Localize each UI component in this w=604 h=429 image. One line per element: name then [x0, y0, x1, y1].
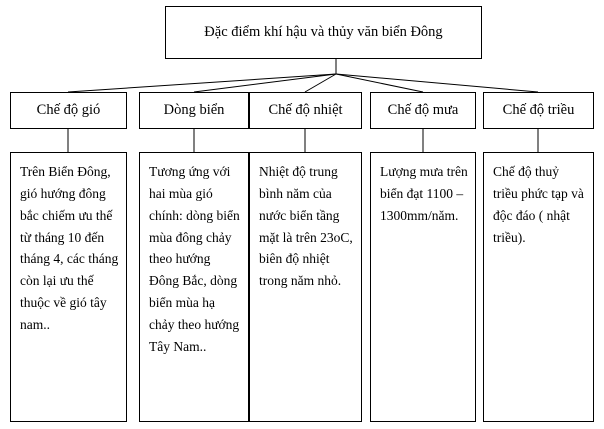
- root-node: [165, 6, 482, 59]
- category-node-label: Chế độ mưa: [387, 101, 459, 118]
- category-node-nhiet: [249, 92, 362, 129]
- detail-node-gio: [10, 152, 127, 422]
- detail-node-text: Tương ứng với hai mùa gió chính: dòng biển mùa đông chảy theo hướng Đông Bắc, dòng biển mùa hạ chảy theo hướng Tây Nam..: [149, 164, 240, 354]
- category-node-label: Dòng biển: [163, 101, 225, 118]
- root-node-label: Đặc điểm khí hậu và thủy văn biển Đông: [204, 24, 443, 41]
- category-node-mua: [370, 92, 476, 129]
- detail-node-mua: [370, 152, 476, 422]
- category-node-label: Chế độ triều: [502, 101, 575, 118]
- detail-node-text: Chế độ thuỷ triều phức tạp và độc đáo ( nhật triều).: [493, 164, 584, 245]
- category-node-label: Chế độ nhiệt: [268, 101, 343, 118]
- category-node-trieu: [483, 92, 594, 129]
- detail-node-text: Lượng mưa trên biển đạt 1100 – 1300mm/năm.: [380, 164, 468, 223]
- detail-node-dong-bien: [139, 152, 249, 422]
- category-node-dong-bien: [139, 92, 249, 129]
- category-node-label: Chế độ gió: [36, 101, 101, 118]
- detail-node-text: Trên Biển Đông, gió hướng đông bắc chiếm ưu thế từ tháng 10 đến tháng 4, các tháng còn lại ưu thế thuộc về gió tây nam..: [20, 164, 119, 333]
- category-node-gio: [10, 92, 127, 129]
- detail-node-trieu: [483, 152, 594, 422]
- detail-node-nhiet: [249, 152, 362, 422]
- detail-node-text: Nhiệt độ trung bình năm của nước biển tầng mặt là trên 23oC, biên độ nhiệt trong năm nhỏ.: [259, 164, 353, 289]
